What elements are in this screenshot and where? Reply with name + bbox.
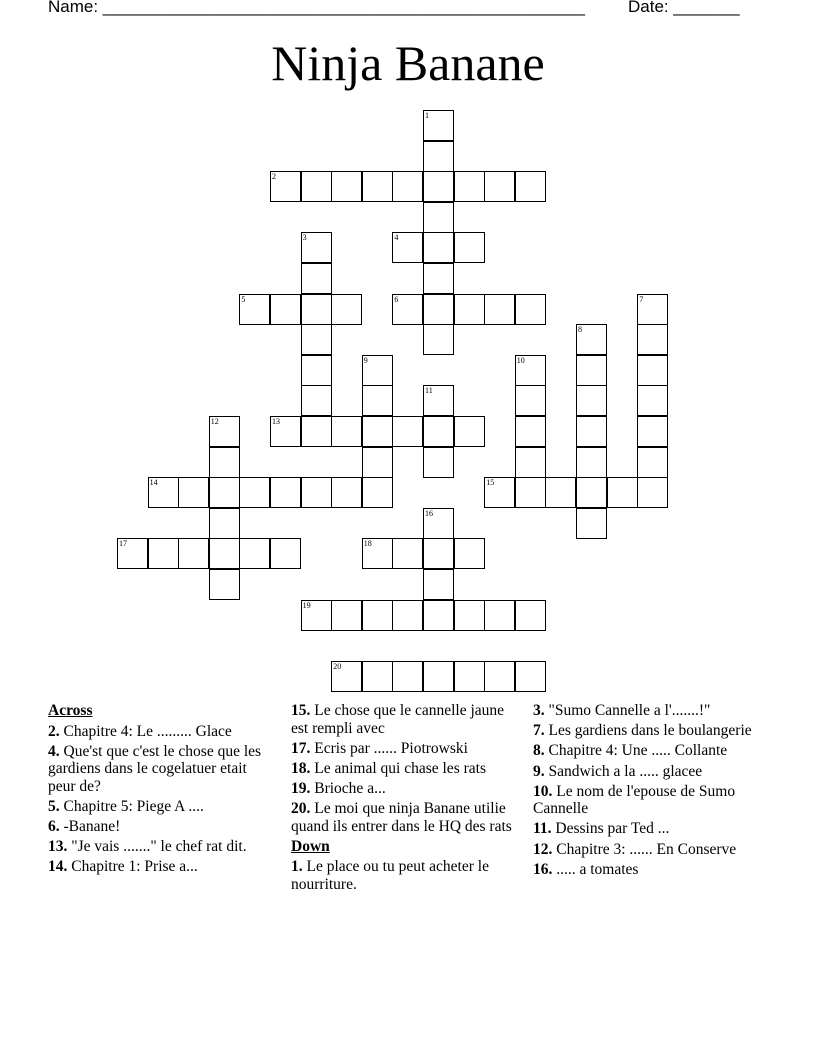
grid-cell[interactable] xyxy=(515,600,546,631)
clue-number: 9. xyxy=(533,762,545,780)
grid-cell[interactable] xyxy=(392,294,423,325)
grid-cell[interactable] xyxy=(392,171,423,202)
clue-across-20 xyxy=(291,800,513,835)
clue-down-16 xyxy=(533,861,755,879)
clue-number: 19. xyxy=(291,780,311,798)
grid-cell[interactable] xyxy=(454,294,485,325)
grid-cell[interactable] xyxy=(545,477,576,508)
grid-cell[interactable] xyxy=(484,171,515,202)
cell-number: 10 xyxy=(516,355,525,365)
grid-cell[interactable] xyxy=(423,538,454,569)
clue-across-6 xyxy=(48,818,270,836)
grid-cell[interactable] xyxy=(423,232,454,263)
cell-number: 17 xyxy=(119,539,127,549)
down-heading: Down xyxy=(291,837,330,855)
grid-cell[interactable] xyxy=(607,477,638,508)
grid-cell[interactable] xyxy=(331,477,362,508)
grid-cell[interactable] xyxy=(637,385,668,416)
grid-cell[interactable] xyxy=(209,569,240,600)
clue-number: 4. xyxy=(48,742,60,760)
grid-cell[interactable] xyxy=(209,447,240,478)
clue-text: Chapitre 4: Une ..... Collante xyxy=(548,742,728,760)
grid-cell[interactable] xyxy=(301,232,332,263)
grid-cell[interactable] xyxy=(209,477,240,508)
grid-cell[interactable] xyxy=(270,416,301,447)
grid-cell[interactable] xyxy=(454,538,485,569)
grid-cell[interactable] xyxy=(423,661,454,692)
grid-cell[interactable] xyxy=(515,171,546,202)
grid-cell[interactable] xyxy=(576,385,607,416)
clue-text: -Banane! xyxy=(63,818,121,836)
cell-number: 12 xyxy=(210,417,219,426)
cell-number: 20 xyxy=(333,661,342,671)
clue-number: 6. xyxy=(48,818,60,836)
grid-cell[interactable] xyxy=(637,447,668,478)
grid-cell[interactable] xyxy=(423,508,454,539)
clue-across-4 xyxy=(48,743,270,796)
cell-number: 13 xyxy=(272,417,280,426)
clue-down-8 xyxy=(533,742,755,760)
clue-across-5 xyxy=(48,798,270,816)
clue-text: Le moi que ninja Banane utilie quand ils entrer dans le HQ des rats xyxy=(291,800,512,835)
clue-number: 13. xyxy=(48,838,68,856)
clue-text: Sandwich a la ..... glacee xyxy=(548,762,703,780)
grid-cell[interactable] xyxy=(392,416,423,447)
clue-number: 7. xyxy=(533,722,545,740)
grid-cell[interactable] xyxy=(331,661,362,692)
cell-number: 9 xyxy=(363,355,368,365)
grid-cell[interactable] xyxy=(301,416,332,447)
clue-text: Dessins par Ted ... xyxy=(555,820,670,838)
grid-cell[interactable] xyxy=(301,294,332,325)
grid-cell[interactable] xyxy=(362,661,393,692)
clue-column-3 xyxy=(533,702,755,881)
cell-number: 16 xyxy=(425,508,433,518)
clue-number: 1. xyxy=(291,858,303,876)
clue-number: 10. xyxy=(533,782,553,800)
grid-cell[interactable] xyxy=(392,600,423,631)
clue-column-2 xyxy=(291,702,513,896)
grid-cell[interactable] xyxy=(576,355,607,386)
grid-cell[interactable] xyxy=(454,416,485,447)
grid-cell[interactable] xyxy=(178,538,209,569)
clue-number: 5. xyxy=(48,797,60,815)
cell-number: 11 xyxy=(425,386,433,396)
grid-cell[interactable] xyxy=(423,110,454,141)
across-heading: Across xyxy=(48,702,93,719)
grid-cell[interactable] xyxy=(454,600,485,631)
grid-cell[interactable] xyxy=(178,477,209,508)
grid-cell[interactable] xyxy=(209,416,240,447)
cell-number: 1 xyxy=(425,111,429,120)
grid-cell[interactable] xyxy=(576,416,607,447)
grid-cell[interactable] xyxy=(301,355,332,386)
grid-cell[interactable] xyxy=(484,294,515,325)
cell-number: 5 xyxy=(241,294,246,304)
clue-text: Le nom de l'epouse de Sumo Cannelle xyxy=(533,782,736,818)
cell-number: 18 xyxy=(363,539,372,549)
grid-cell[interactable] xyxy=(362,385,393,416)
clue-across-18 xyxy=(291,760,513,778)
clue-number: 16. xyxy=(533,860,553,878)
clue-number: 8. xyxy=(533,742,545,760)
grid-cell[interactable] xyxy=(454,171,485,202)
clue-number: 18. xyxy=(291,759,311,777)
grid-cell[interactable] xyxy=(362,355,393,386)
clue-text: "Sumo Cannelle a l'.......!" xyxy=(548,702,711,719)
grid-cell[interactable] xyxy=(209,508,240,539)
page-title: Ninja Banane xyxy=(271,35,545,91)
grid-cell[interactable] xyxy=(301,477,332,508)
clue-number: 12. xyxy=(533,840,553,858)
grid-cell[interactable] xyxy=(423,385,454,416)
grid-cell[interactable] xyxy=(148,477,179,508)
cell-number: 6 xyxy=(394,294,399,304)
grid-cell[interactable] xyxy=(637,294,668,325)
clue-across-15 xyxy=(291,702,513,737)
grid-cell[interactable] xyxy=(331,294,362,325)
date-field: Date: _______ xyxy=(628,0,740,16)
cell-number: 19 xyxy=(302,600,311,610)
grid-cell[interactable] xyxy=(392,538,423,569)
grid-cell[interactable] xyxy=(637,416,668,447)
grid-cell[interactable] xyxy=(637,355,668,386)
clue-text: Chapitre 1: Prise a... xyxy=(71,858,198,876)
grid-cell[interactable] xyxy=(484,477,515,508)
grid-cell[interactable] xyxy=(576,508,607,539)
grid-cell[interactable] xyxy=(454,232,485,263)
grid-cell[interactable] xyxy=(362,416,393,447)
clue-across-13 xyxy=(48,838,270,856)
cell-number: 4 xyxy=(394,233,399,243)
clue-across-14 xyxy=(48,858,270,876)
clue-text: ..... a tomates xyxy=(556,860,639,878)
clue-across-19 xyxy=(291,780,513,798)
grid-cell[interactable] xyxy=(362,538,393,569)
clue-text: Ecris par ...... Piotrowski xyxy=(314,739,468,757)
grid-cell[interactable] xyxy=(423,600,454,631)
grid-cell[interactable] xyxy=(362,600,393,631)
grid-cell[interactable] xyxy=(301,600,332,631)
grid-cell[interactable] xyxy=(392,661,423,692)
grid-cell[interactable] xyxy=(270,477,301,508)
grid-cell[interactable] xyxy=(637,324,668,355)
clue-text: "Je vais ......." le chef rat dit. xyxy=(71,838,247,856)
cell-number: 7 xyxy=(639,294,644,304)
clue-down-3 xyxy=(533,702,755,720)
clue-across-2 xyxy=(48,723,270,741)
clue-text: Le chose que le cannelle jaune est rempli avec xyxy=(291,702,505,737)
grid-cell[interactable] xyxy=(117,538,148,569)
clue-text: Que'st que c'est le chose que les gardiens dans le cogelatuer etait peur de? xyxy=(48,742,262,795)
grid-cell[interactable] xyxy=(423,294,454,325)
grid-cell[interactable] xyxy=(515,416,546,447)
clue-down-9 xyxy=(533,763,755,781)
clue-text: Brioche a... xyxy=(314,780,386,798)
grid-cell[interactable] xyxy=(423,447,454,478)
clue-number: 15. xyxy=(291,702,311,719)
grid-cell[interactable] xyxy=(362,477,393,508)
grid-cell[interactable] xyxy=(576,477,607,508)
grid-cell[interactable] xyxy=(301,263,332,294)
name-field: Name: ___________________________________________________ xyxy=(48,0,585,16)
grid-cell[interactable] xyxy=(331,171,362,202)
clue-down-12 xyxy=(533,841,755,859)
grid-cell[interactable] xyxy=(423,171,454,202)
grid-cell[interactable] xyxy=(270,294,301,325)
cell-number: 8 xyxy=(578,325,582,335)
grid-cell[interactable] xyxy=(423,141,454,172)
grid-cell[interactable] xyxy=(301,324,332,355)
grid-cell[interactable] xyxy=(239,294,270,325)
grid-cell[interactable] xyxy=(148,538,179,569)
clue-number: 11. xyxy=(533,820,552,838)
grid-cell[interactable] xyxy=(239,477,270,508)
grid-cell[interactable] xyxy=(515,355,546,386)
grid-cell[interactable] xyxy=(515,385,546,416)
cell-number: 3 xyxy=(302,233,307,243)
grid-cell[interactable] xyxy=(270,171,301,202)
grid-cell[interactable] xyxy=(515,447,546,478)
grid-cell[interactable] xyxy=(209,538,240,569)
grid-cell[interactable] xyxy=(515,661,546,692)
clue-text: Chapitre 4: Le ......... Glace xyxy=(63,722,232,740)
clue-number: 17. xyxy=(291,739,311,757)
grid-cell[interactable] xyxy=(423,416,454,447)
clue-number: 20. xyxy=(291,800,311,818)
grid-cell[interactable] xyxy=(331,600,362,631)
grid-cell[interactable] xyxy=(515,477,546,508)
grid-cell[interactable] xyxy=(392,232,423,263)
grid-cell[interactable] xyxy=(423,569,454,600)
clue-number: 2. xyxy=(48,722,60,740)
grid-cell[interactable] xyxy=(423,263,454,294)
cell-number: 15 xyxy=(486,478,495,488)
grid-cell[interactable] xyxy=(484,661,515,692)
grid-cell[interactable] xyxy=(515,294,546,325)
clue-down-7 xyxy=(533,722,755,740)
clue-across-17 xyxy=(291,740,513,758)
cell-number: 2 xyxy=(272,172,276,182)
clue-column-1 xyxy=(48,702,270,879)
clue-text: Le animal qui chase les rats xyxy=(314,759,486,777)
clue-number: 14. xyxy=(48,858,68,876)
clue-text: Chapitre 3: ...... En Conserve xyxy=(556,840,737,858)
clue-text: Chapitre 5: Piege A .... xyxy=(63,797,204,815)
grid-cell[interactable] xyxy=(576,447,607,478)
grid-cell[interactable] xyxy=(239,538,270,569)
clue-text: Le place ou tu peut acheter le nourriture. xyxy=(291,858,489,893)
clue-text: Les gardiens dans le boulangerie xyxy=(548,722,752,740)
grid-cell[interactable] xyxy=(454,661,485,692)
grid-cell[interactable] xyxy=(423,202,454,233)
grid-cell[interactable] xyxy=(270,538,301,569)
cell-number: 14 xyxy=(149,478,158,488)
clue-number: 3. xyxy=(533,702,545,719)
grid-cell[interactable] xyxy=(362,447,393,478)
grid-cell[interactable] xyxy=(362,171,393,202)
grid-cell[interactable] xyxy=(423,324,454,355)
clue-down-1 xyxy=(291,858,513,893)
clue-down-11 xyxy=(533,820,755,838)
grid-cell[interactable] xyxy=(637,477,668,508)
grid-cell[interactable] xyxy=(331,416,362,447)
grid-cell[interactable] xyxy=(301,385,332,416)
clue-down-10 xyxy=(533,783,755,818)
grid-cell[interactable] xyxy=(484,600,515,631)
grid-cell[interactable] xyxy=(301,171,332,202)
grid-cell[interactable] xyxy=(576,324,607,355)
